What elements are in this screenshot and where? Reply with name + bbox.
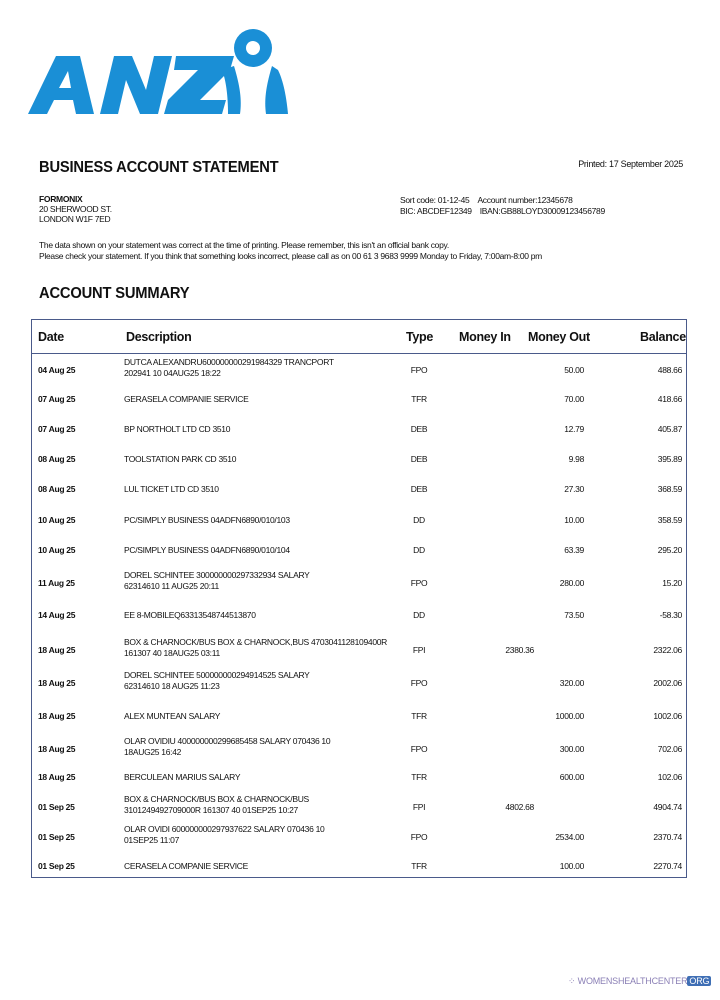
statement-title: BUSINESS ACCOUNT STATEMENT xyxy=(39,159,279,176)
row-balance: 488.66 xyxy=(657,365,682,375)
row-type: DEB xyxy=(410,484,428,494)
row-money-out: 10.00 xyxy=(564,515,584,525)
statement-notice xyxy=(39,240,542,262)
row-description xyxy=(124,515,394,526)
row-type: FPI xyxy=(412,645,426,655)
row-money-out: 600.00 xyxy=(559,772,584,782)
row-type: DD xyxy=(413,515,425,525)
row-balance: 2270.74 xyxy=(653,861,682,871)
row-description xyxy=(124,610,394,621)
table-row xyxy=(32,570,686,600)
row-description-line-1: ALEX MUNTEAN SALARY xyxy=(124,711,221,721)
row-date: 01 Sep 25 xyxy=(38,802,75,812)
row-money-out: 300.00 xyxy=(559,744,584,754)
row-money-out: 73.50 xyxy=(564,610,584,620)
table-row xyxy=(32,512,686,542)
iban: IBAN:GB88LOYD30009123456789 xyxy=(479,206,605,216)
row-type: TFR xyxy=(411,772,427,782)
table-row xyxy=(32,670,686,700)
row-description-line-1: DUTCA ALEXANDRU600000000291984329 TRANCPORT xyxy=(124,357,334,367)
row-description-line-1: DOREL SCHINTEE 300000000297332934 SALARY xyxy=(124,570,310,580)
table-row xyxy=(32,357,686,387)
row-description xyxy=(124,545,394,556)
row-type: TFR xyxy=(411,394,427,404)
header-description: Description xyxy=(126,330,192,344)
row-description xyxy=(124,484,394,495)
row-type: DEB xyxy=(410,424,428,434)
row-description-line-1: BOX & CHARNOCK/BUS BOX & CHARNOCK,BUS 4703041128109400R xyxy=(124,637,388,647)
row-type: FPO xyxy=(410,365,428,375)
row-description xyxy=(124,794,394,816)
row-type: FPO xyxy=(410,832,428,842)
row-money-out: 320.00 xyxy=(559,678,584,688)
row-description-line-1: BERCULEAN MARIUS SALARY xyxy=(124,772,241,782)
row-date: 10 Aug 25 xyxy=(38,545,76,555)
row-balance: 395.89 xyxy=(657,454,682,464)
row-type: TFR xyxy=(411,861,427,871)
account-number: Account number:12345678 xyxy=(477,195,573,205)
table-row xyxy=(32,451,686,481)
row-description xyxy=(124,454,394,465)
row-type: TFR xyxy=(411,711,427,721)
row-money-out: 12.79 xyxy=(564,424,584,434)
address-line-2: LONDON W1F 7ED xyxy=(39,214,111,224)
row-date: 04 Aug 25 xyxy=(38,365,76,375)
row-date: 11 Aug 25 xyxy=(38,578,75,588)
row-type: DD xyxy=(413,545,425,555)
row-date: 07 Aug 25 xyxy=(38,394,76,404)
table-row xyxy=(32,607,686,637)
row-description-line-2: 62314610 11 AUG25 20:11 xyxy=(124,581,219,591)
dots-icon: ⁘ xyxy=(568,976,578,986)
row-balance: 295.20 xyxy=(657,545,682,555)
customer-name: FORMONIX xyxy=(39,194,83,204)
row-description xyxy=(124,824,394,846)
table-row xyxy=(32,858,686,888)
row-date: 08 Aug 25 xyxy=(38,454,76,464)
row-balance: 405.87 xyxy=(657,424,682,434)
row-description-line-1: OLAR OVIDI 600000000297937622 SALARY 070436 10 xyxy=(124,824,325,834)
row-money-out: 27.30 xyxy=(564,484,584,494)
row-balance: 4904.74 xyxy=(653,802,682,812)
row-balance: -58.30 xyxy=(659,610,682,620)
row-balance: 2322.06 xyxy=(653,645,682,655)
row-description xyxy=(124,772,394,783)
row-type: DD xyxy=(413,610,425,620)
row-description xyxy=(124,424,394,435)
row-balance: 15.20 xyxy=(662,578,682,588)
table-row xyxy=(32,391,686,421)
row-description xyxy=(124,570,394,592)
row-description-line-2: 3101249492709000R 161307 40 01SEP25 10:27 xyxy=(124,805,298,815)
row-balance: 1002.06 xyxy=(653,711,682,721)
bic: BIC: ABCDEF12349 xyxy=(400,206,472,216)
row-balance: 702.06 xyxy=(657,744,682,754)
row-balance: 368.59 xyxy=(657,484,682,494)
row-description xyxy=(124,736,394,758)
row-balance: 2370.74 xyxy=(653,832,682,842)
row-description-line-1: PC/SIMPLY BUSINESS 04ADFN6890/010/104 xyxy=(124,545,290,555)
row-money-out: 9.98 xyxy=(568,454,584,464)
table-row xyxy=(32,824,686,854)
customer-address xyxy=(39,194,112,224)
row-date: 18 Aug 25 xyxy=(38,711,76,721)
notice-line-2: Please check your statement. If you think that something looks incorrect, please call as on 00 61 3 9683 9999 Monday to Friday, 7:00am-8:00 pm xyxy=(39,251,542,261)
footer-tld: ORG xyxy=(689,976,710,986)
row-description-line-1: BOX & CHARNOCK/BUS BOX & CHARNOCK/BUS xyxy=(124,794,309,804)
row-date: 18 Aug 25 xyxy=(38,744,76,754)
row-description-line-1: GERASELA COMPANIE SERVICE xyxy=(124,394,249,404)
row-date: 08 Aug 25 xyxy=(38,484,76,494)
row-description xyxy=(124,637,394,659)
row-date: 01 Sep 25 xyxy=(38,861,75,871)
header-money-out: Money Out xyxy=(528,330,590,344)
table-header xyxy=(32,320,686,354)
anz-logo xyxy=(28,26,298,120)
row-money-out: 280.00 xyxy=(559,578,584,588)
footer-watermark xyxy=(568,976,711,987)
row-type: FPO xyxy=(410,578,428,588)
row-money-in: 4802.68 xyxy=(505,802,534,812)
table-row xyxy=(32,542,686,572)
row-balance: 358.59 xyxy=(657,515,682,525)
row-balance: 418.66 xyxy=(657,394,682,404)
row-description-line-1: EE 8-MOBILEQ63313548744513870 xyxy=(124,610,256,620)
row-money-out: 2534.00 xyxy=(555,832,584,842)
row-description-line-1: LUL TICKET LTD CD 3510 xyxy=(124,484,219,494)
row-money-out: 1000.00 xyxy=(555,711,584,721)
row-description xyxy=(124,394,394,405)
table-row xyxy=(32,637,686,667)
address-line-1: 20 SHERWOOD ST. xyxy=(39,204,112,214)
row-description-line-1: OLAR OVIDIU 400000000299685458 SALARY 070436 10 xyxy=(124,736,331,746)
row-money-out: 63.39 xyxy=(564,545,584,555)
row-description xyxy=(124,711,394,722)
header-type: Type xyxy=(406,330,434,344)
row-money-out: 50.00 xyxy=(564,365,584,375)
row-description xyxy=(124,670,394,692)
header-balance: Balance xyxy=(640,330,686,344)
footer-site: WOMENSHEALTHCENTER xyxy=(577,976,688,986)
row-money-out: 100.00 xyxy=(559,861,584,871)
row-description-line-2: 62314610 18 AUG25 11:23 xyxy=(124,681,220,691)
table-row xyxy=(32,736,686,766)
row-date: 18 Aug 25 xyxy=(38,772,76,782)
row-description xyxy=(124,861,394,872)
table-row xyxy=(32,421,686,451)
row-description-line-2: 202941 10 04AUG25 18:22 xyxy=(124,368,221,378)
row-date: 18 Aug 25 xyxy=(38,645,76,655)
header-date: Date xyxy=(38,330,64,344)
table-row xyxy=(32,708,686,738)
row-description-line-1: DOREL SCHINTEE 500000000294914525 SALARY xyxy=(124,670,310,680)
row-type: FPI xyxy=(412,802,426,812)
printed-date: Printed: 17 September 2025 xyxy=(578,159,683,169)
row-description-line-2: 161307 40 18AUG25 03:11 xyxy=(124,648,220,658)
transactions-table xyxy=(31,319,687,878)
row-date: 07 Aug 25 xyxy=(38,424,76,434)
row-type: FPO xyxy=(410,744,428,754)
notice-line-1: The data shown on your statement was correct at the time of printing. Please remember, this isn't an official bank copy. xyxy=(39,240,449,250)
row-balance: 102.06 xyxy=(657,772,682,782)
row-description-line-1: TOOLSTATION PARK CD 3510 xyxy=(124,454,237,464)
row-money-out: 70.00 xyxy=(564,394,584,404)
row-money-in: 2380.36 xyxy=(505,645,534,655)
account-summary-title: ACCOUNT SUMMARY xyxy=(39,285,190,302)
row-date: 01 Sep 25 xyxy=(38,832,75,842)
account-details xyxy=(400,195,613,217)
row-description-line-2: 01SEP25 11:07 xyxy=(124,835,180,845)
table-row xyxy=(32,481,686,511)
row-type: FPO xyxy=(410,678,428,688)
row-date: 14 Aug 25 xyxy=(38,610,76,620)
row-description xyxy=(124,357,394,379)
row-description-line-1: CERASELA COMPANIE SERVICE xyxy=(124,861,248,871)
table-row xyxy=(32,794,686,824)
header-money-in: Money In xyxy=(459,330,511,344)
row-date: 18 Aug 25 xyxy=(38,678,76,688)
row-balance: 2002.06 xyxy=(653,678,682,688)
row-date: 10 Aug 25 xyxy=(38,515,76,525)
row-description-line-2: 18AUG25 16:42 xyxy=(124,747,182,757)
row-type: DEB xyxy=(410,454,428,464)
sort-code: Sort code: 01-12-45 xyxy=(400,195,470,205)
row-description-line-1: BP NORTHOLT LTD CD 3510 xyxy=(124,424,231,434)
row-description-line-1: PC/SIMPLY BUSINESS 04ADFN6890/010/103 xyxy=(124,515,290,525)
